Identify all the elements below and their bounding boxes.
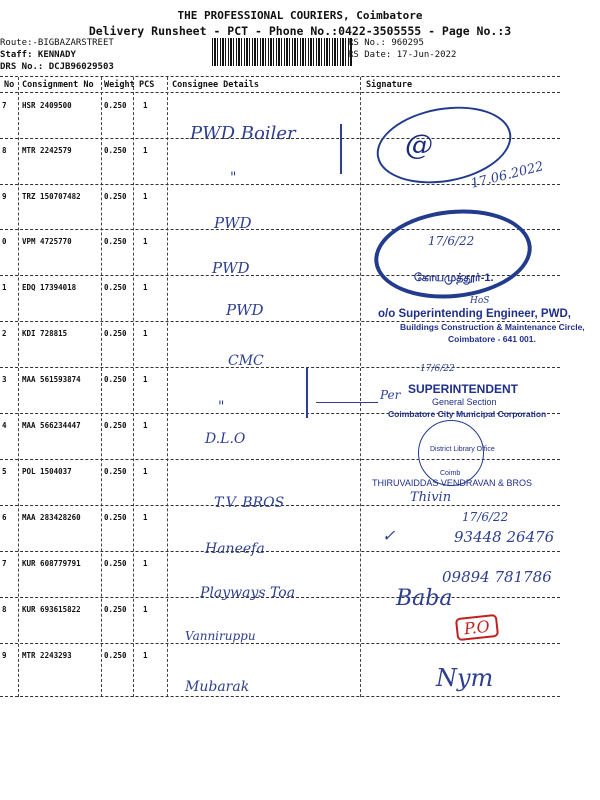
consignee-handwriting: Vanniruppu: [185, 629, 256, 643]
pcs-value: 1: [143, 283, 148, 292]
signature-scrawl: ✓: [382, 526, 396, 545]
weight-value: 0.250: [104, 283, 127, 292]
signature-name: Thivin: [410, 490, 452, 505]
pcs-value: 1: [143, 329, 148, 338]
cmc-stamp-line1: SUPERINTENDENT: [408, 382, 519, 396]
row-number: 9: [2, 192, 7, 201]
weight-value: 0.250: [104, 375, 127, 384]
table-header-rule: [0, 92, 560, 93]
weight-value: 0.250: [104, 421, 127, 430]
pcs-value: 1: [143, 605, 148, 614]
row-number: 9: [2, 651, 7, 660]
consignment-number: MAA 566234447: [22, 421, 81, 430]
consignment-number: POL 1504037: [22, 467, 72, 476]
consignment-number: VPM 4725770: [22, 237, 72, 246]
row-number: 1: [2, 283, 7, 292]
row-number: 8: [2, 605, 7, 614]
consignment-number: KUR 608779791: [22, 559, 81, 568]
col-pcs: PCS: [139, 80, 155, 90]
consignment-number: MTR 2242579: [22, 146, 72, 155]
pcs-value: 1: [143, 559, 148, 568]
date-in-seal: 17/6/22: [428, 234, 475, 248]
pcs-value: 1: [143, 651, 148, 660]
consignee-handwriting: ": [230, 170, 237, 186]
table-bottom-rule: [0, 696, 560, 697]
drs-number: DRS No.: DCJB96029503: [0, 62, 114, 72]
pcs-value: 1: [143, 192, 148, 201]
signature-final: Nym: [436, 664, 494, 692]
weight-value: 0.250: [104, 146, 127, 155]
consignee-handwriting: PWD: [214, 214, 252, 232]
tvbros-stamp: THIRUVAIDDAS VENDRAVAN & BROS: [372, 478, 533, 488]
consignee-handwriting: Playways Toa: [200, 585, 296, 601]
row-number: 6: [2, 513, 7, 522]
row-number: 3: [2, 375, 7, 384]
consignee-handwriting: T.V. BROS: [214, 495, 285, 511]
pcs-value: 1: [143, 421, 148, 430]
weight-value: 0.250: [104, 329, 127, 338]
col-divider: [360, 77, 361, 697]
weight-value: 0.250: [104, 237, 127, 246]
seal-city-text: கோயமுத்தூர்-1.: [414, 272, 494, 284]
row-number: 5: [2, 467, 7, 476]
consignee-handwriting: D.L.O: [205, 431, 246, 447]
pcs-value: 1: [143, 146, 148, 155]
row-number: 4: [2, 421, 7, 430]
barcode: [212, 38, 352, 66]
consignee-handwriting: Mubarak: [185, 679, 250, 695]
consignee-handwriting: PWD: [226, 301, 264, 319]
consignment-number: MAA 561593874: [22, 375, 81, 384]
table-top-rule: [0, 76, 560, 77]
col-divider: [101, 77, 102, 697]
consignment-number: TRZ 150707482: [22, 192, 81, 201]
pcs-value: 1: [143, 237, 148, 246]
pcs-value: 1: [143, 375, 148, 384]
consignment-number: EDQ 17394018: [22, 283, 77, 292]
library-stamp-city: Coimb: [440, 470, 461, 477]
pcs-value: 1: [143, 513, 148, 522]
date-3: 17/6/22: [420, 364, 455, 374]
pwd-stamp-line2: Buildings Construction & Maintenance Circle,: [400, 322, 585, 332]
company-title: THE PROFESSIONAL COURIERS, Coimbatore: [177, 9, 423, 22]
consignment-number: KUR 693615822: [22, 605, 81, 614]
row-divider: [0, 367, 560, 368]
cmc-stamp-line2: General Section: [432, 397, 497, 407]
row-divider: [0, 551, 560, 552]
col-signature: Signature: [366, 80, 413, 90]
pcs-value: 1: [143, 467, 148, 476]
weight-value: 0.250: [104, 559, 127, 568]
arrow-signature: Per: [380, 388, 401, 402]
rs-date: RS Date: 17-Jun-2022: [348, 50, 457, 60]
consignee-handwriting: ": [218, 399, 225, 415]
pwd-stamp-line3: Coimbatore - 641 001.: [448, 334, 536, 344]
route-label: Route:-BIGBAZARSTREET: [0, 38, 114, 48]
cmc-stamp-line3: Coimbatore City Municipal Corporation: [388, 409, 547, 419]
sign-initials: HoS: [470, 296, 490, 306]
initial-signature: @: [405, 128, 433, 161]
row-divider: [0, 597, 560, 598]
row-number: 0: [2, 237, 7, 246]
col-consignment: Consignment No: [22, 80, 94, 90]
weight-value: 0.250: [104, 192, 127, 201]
consignment-number: MAA 283428260: [22, 513, 81, 522]
runsheet-subtitle: Delivery Runsheet - PCT - Phone No.:0422-3505555 - Page No.:3: [88, 24, 512, 38]
phone-2: 09894 781786: [442, 568, 552, 586]
consignee-handwriting: PWD Boiler: [190, 123, 296, 144]
date-4: 17/6/22: [462, 510, 509, 524]
row-number: 7: [2, 559, 7, 568]
date-1: 17.06.2022: [469, 159, 546, 192]
consignment-number: MTR 2243293: [22, 651, 72, 660]
weight-value: 0.250: [104, 605, 127, 614]
col-divider: [18, 77, 19, 697]
row-number: 8: [2, 146, 7, 155]
col-divider: [133, 77, 134, 697]
rs-number: RS No.: 960295: [348, 38, 424, 48]
row-divider: [0, 643, 560, 644]
weight-value: 0.250: [104, 651, 127, 660]
row-divider: [0, 505, 560, 506]
po-mark: P.O: [455, 614, 499, 641]
phone-1: 93448 26476: [454, 528, 555, 546]
consignee-handwriting: CMC: [228, 353, 264, 369]
name-baba: Baba: [396, 586, 453, 611]
pwd-stamp-line1: o/o Superintending Engineer, PWD,: [378, 308, 571, 320]
library-stamp-text: District Library Office: [430, 446, 495, 453]
weight-value: 0.250: [104, 101, 127, 110]
col-weight: Weight: [104, 80, 135, 90]
consignment-number: KDI 728815: [22, 329, 68, 338]
row-number: 7: [2, 101, 7, 110]
round-seal-stamp: [370, 202, 536, 306]
consignee-handwriting: Haneefa: [205, 541, 265, 557]
col-divider: [167, 77, 168, 697]
weight-value: 0.250: [104, 467, 127, 476]
bracket-mark: [306, 368, 308, 418]
staff-label: Staff: KENNADY: [0, 50, 76, 60]
consignment-number: HSR 2409500: [22, 101, 72, 110]
weight-value: 0.250: [104, 513, 127, 522]
arrow-line: [316, 402, 378, 403]
col-no: No: [4, 80, 15, 90]
pcs-value: 1: [143, 101, 148, 110]
bracket-mark: [340, 124, 342, 174]
consignee-handwriting: PWD: [212, 259, 250, 277]
row-number: 2: [2, 329, 7, 338]
col-consignee: Consignee Details: [172, 80, 259, 90]
